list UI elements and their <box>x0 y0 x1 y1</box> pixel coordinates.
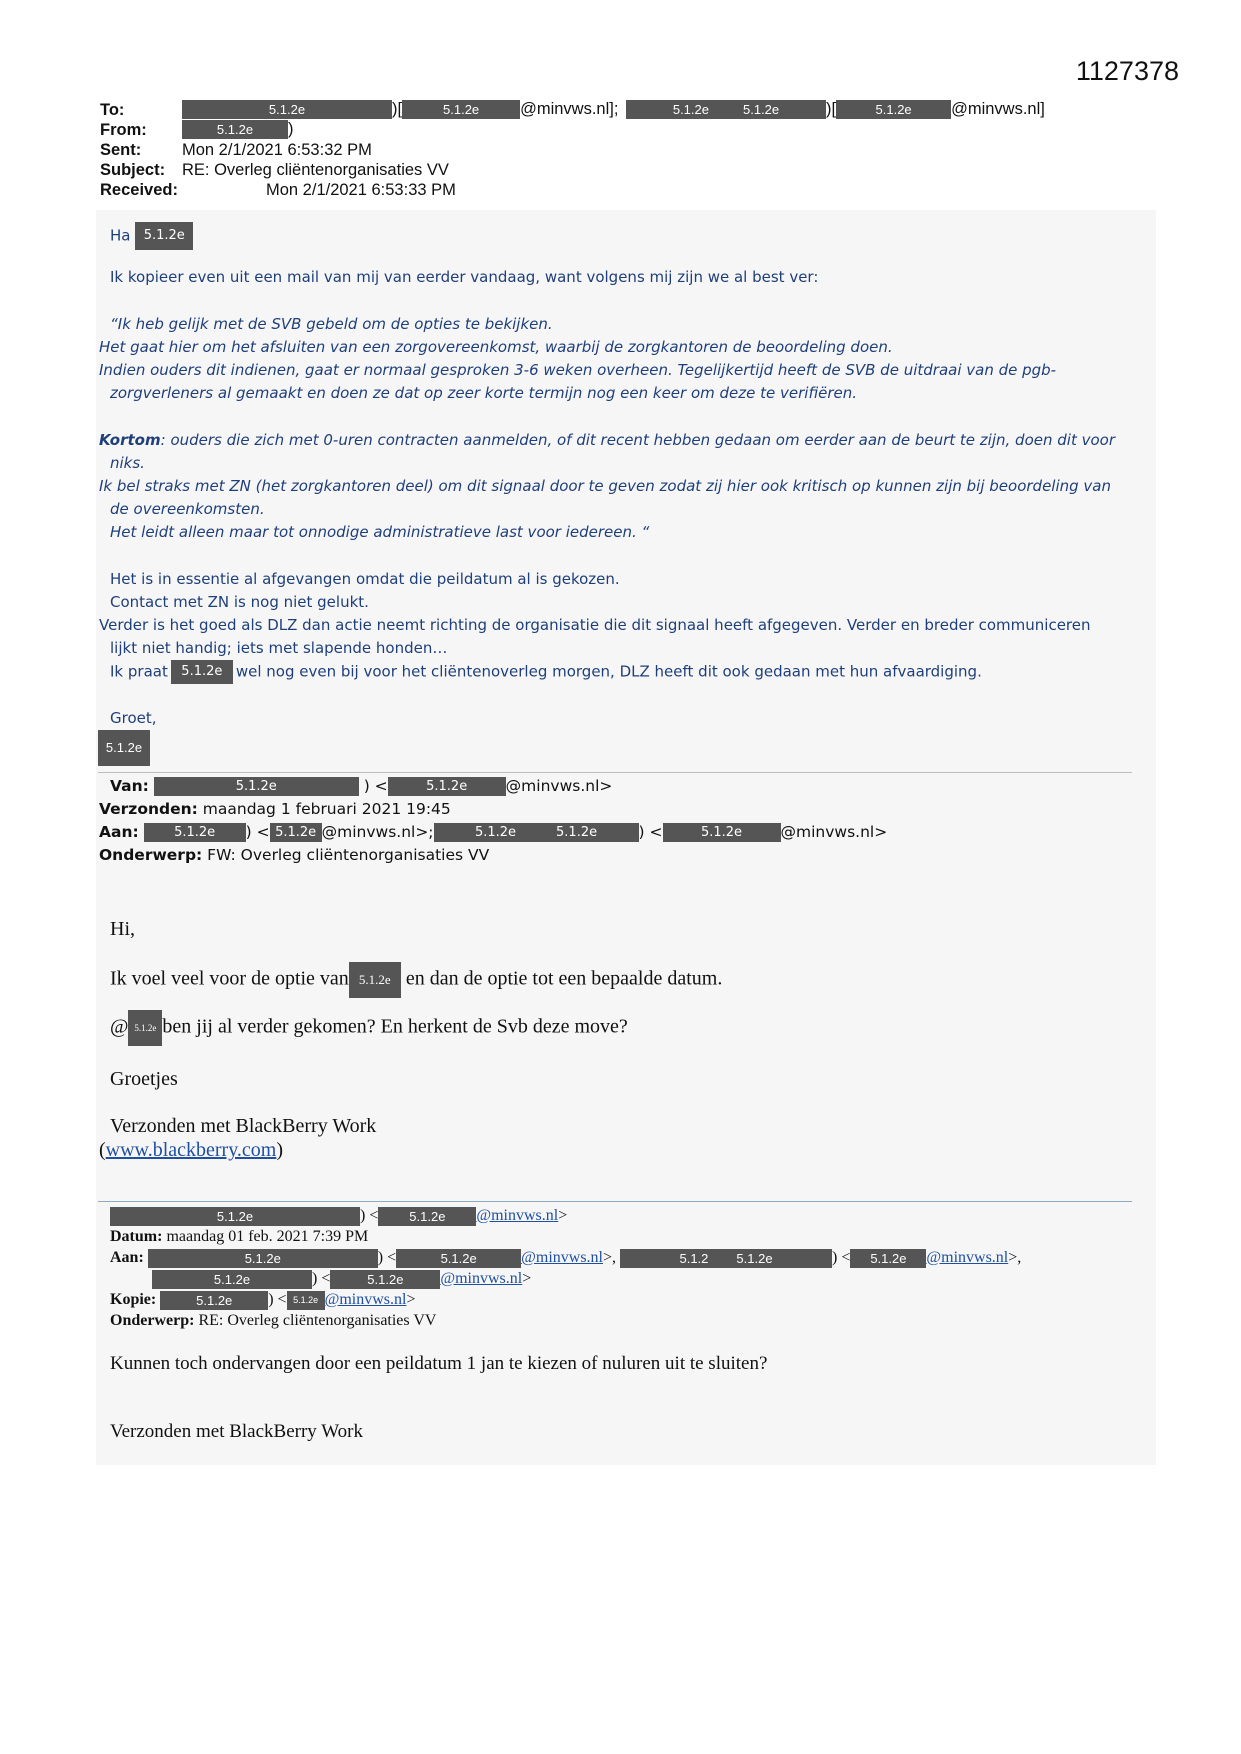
paragraph: lijkt niet handig; iets met slapende honden… <box>110 639 448 657</box>
email-link[interactable]: @minvws.nl <box>476 1207 559 1225</box>
to-value: 5.1.2e )[ 5.1.2e @minvws.nl]; <box>182 99 618 119</box>
body-line: Kunnen toch ondervangen door een peildatum 1 jan te kiezen of nuluren uit te sluiten? <box>110 1353 768 1374</box>
body-line: Ik voel veel voor de optie van 5.1.2e en dan de optie tot een bepaalde datum. <box>110 962 722 998</box>
groetjes: Groetjes <box>110 1068 178 1090</box>
redaction: 5.1.2e <box>287 1291 325 1310</box>
redaction: 5.1.2e <box>182 100 392 119</box>
received-label: Received: <box>100 181 178 199</box>
subject-value: RE: Overleg cliëntenorganisaties VV <box>182 161 449 179</box>
redaction: 5.1.2e <box>402 100 520 119</box>
redaction: 5.1.2e <box>171 660 233 684</box>
body-line: @ 5.1.2e ben jij al verder gekomen? En herkent de Svb deze move? <box>110 1010 628 1046</box>
redaction: 5.1.2 5.1.2e <box>620 1249 832 1268</box>
to-value-2: 5.1.2e 5.1.2e )[ 5.1.2e @minvws.nl] <box>626 99 1045 119</box>
from-line: 5.1.2e ) < 5.1.2e @minvws.nl> <box>110 1207 567 1226</box>
paragraph: Het is in essentie al afgevangen omdat die peildatum al is gekozen. <box>110 570 620 588</box>
sent-value: Mon 2/1/2021 6:53:32 PM <box>182 141 372 159</box>
redaction: 5.1.2e <box>128 1010 162 1046</box>
to-domain-2: @minvws.nl] <box>951 100 1045 118</box>
subject-label: Subject: <box>100 161 166 179</box>
quote-line: Indien ouders dit indienen, gaat er normaal gesproken 3-6 weken overheen. Tegelijkertijd heeft de SVB de uitdraai van de pgb- <box>99 361 1057 379</box>
signature-redaction: 5.1.2e <box>98 730 150 766</box>
zn-line: Ik bel straks met ZN (het zorgkantoren deel) om dit signaal door te geven zodat zij hier ook kritisch op kunnen zijn bij beoordeling van <box>99 477 1112 495</box>
email-link[interactable]: @minvws.nl <box>324 1291 407 1309</box>
redaction: 5.1.2e <box>182 120 288 139</box>
aan-line: Aan: 5.1.2e ) < 5.1.2e @minvws.nl>, 5.1.2 5.1.2e ) < 5.1.2e @minvws.nl>, <box>110 1249 1022 1267</box>
onderwerp-line: Onderwerp: FW: Overleg cliëntenorganisaties VV <box>99 846 490 864</box>
separator <box>98 1201 1132 1202</box>
email-link[interactable]: @minvws.nl <box>926 1249 1009 1267</box>
quote-line: Het gaat hier om het afsluiten van een zorgovereenkomst, waarbij de zorgkantoren de beoordeling doen. <box>99 338 893 356</box>
redaction: 5.1.2e <box>110 1207 360 1226</box>
aan-line: Aan: 5.1.2e ) < 5.1.2e @minvws.nl>; 5.1.2e 5.1.2e ) < 5.1.2e @minvws.nl> <box>99 823 888 841</box>
van-line: Van: 5.1.2e ) < 5.1.2e @minvws.nl> <box>110 777 613 795</box>
zn-line-2: de overeenkomsten. <box>110 500 265 518</box>
redaction: 5.1.2e <box>836 100 951 119</box>
document-number: 1127378 <box>1075 56 1179 86</box>
blackberry-link[interactable]: www.blackberry.com <box>105 1139 277 1161</box>
blackberry-url: (www.blackberry.com) <box>99 1139 284 1161</box>
datum-line: Datum: maandag 01 feb. 2021 7:39 PM <box>110 1228 369 1245</box>
kopie-line: Kopie: 5.1.2e ) < 5.1.2e @minvws.nl> <box>110 1291 416 1309</box>
to-domain-1: @minvws.nl]; <box>520 100 619 118</box>
quote-line: “Ik heb gelijk met de SVB gebeld om de opties te bekijken. <box>110 315 553 333</box>
sent-label: Sent: <box>100 141 142 159</box>
redaction: 5.1.2e <box>378 1207 476 1226</box>
redaction: 5.1.2e <box>135 222 193 250</box>
paragraph: Verder is het goed als DLZ dan actie neemt richting de organisatie die dit signaal heeft afgegeven. Verder en breder communiceren <box>99 616 1091 634</box>
to-label: To: <box>100 101 125 119</box>
redaction: 5.1.2e <box>663 823 781 842</box>
blackberry-signature: Verzonden met BlackBerry Work <box>110 1115 377 1137</box>
redaction: 5.1.2e <box>154 777 359 796</box>
redaction: 5.1.2e <box>144 823 246 842</box>
redaction: 5.1.2e <box>349 962 401 998</box>
paragraph: Contact met ZN is nog niet gelukt. <box>110 593 369 611</box>
redaction: 5.1.2e <box>160 1291 268 1310</box>
intro-text: Ik kopieer even uit een mail van mij van eerder vandaag, want volgens mij zijn we al best ver: <box>110 268 819 286</box>
kortom-line-2: niks. <box>110 454 145 472</box>
from-label: From: <box>100 121 147 139</box>
received-value: Mon 2/1/2021 6:53:33 PM <box>266 181 456 199</box>
separator <box>98 772 1132 773</box>
onderwerp-line: Onderwerp: RE: Overleg cliëntenorganisaties VV <box>110 1312 437 1329</box>
redaction: 5.1.2e <box>148 1249 378 1268</box>
redaction: 5.1.2e <box>850 1249 926 1268</box>
redaction: 5.1.2e <box>396 1249 521 1268</box>
redaction: 5.1.2e <box>270 823 322 842</box>
sign-off: Groet, <box>110 709 157 727</box>
kortom-line: Kortom: ouders die zich met 0-uren contracten aanmelden, of dit recent hebben gedaan om eerder aan de beurt te zijn, doen dit voor <box>99 431 1115 449</box>
last-quote: Het leidt alleen maar tot onnodige administratieve last voor iedereen. “ <box>110 523 650 541</box>
redaction: 5.1.2e <box>152 1270 312 1289</box>
email-link[interactable]: @minvws.nl <box>440 1270 523 1288</box>
aan-line-2: 5.1.2e ) < 5.1.2e @minvws.nl> <box>152 1270 531 1289</box>
redaction: 5.1.2e 5.1.2e <box>626 100 826 119</box>
blackberry-signature: Verzonden met BlackBerry Work <box>110 1421 363 1442</box>
from-value: 5.1.2e ) <box>182 119 294 139</box>
email-link[interactable]: @minvws.nl <box>521 1249 603 1267</box>
redaction: 5.1.2e <box>330 1270 440 1289</box>
redaction: 5.1.2e <box>388 777 506 796</box>
verzonden-line: Verzonden: maandag 1 februari 2021 19:45 <box>99 800 451 818</box>
quote-line: zorgverleners al gemaakt en doen ze dat op zeer korte termijn nog een keer om deze te verifiëren. <box>110 384 858 402</box>
greeting: Ha 5.1.2e <box>110 222 193 250</box>
paragraph: Ik praat 5.1.2e wel nog even bij voor het cliëntenoverleg morgen, DLZ heeft dit ook gedaan met hun afvaardiging. <box>110 660 982 684</box>
redaction: 5.1.2e 5.1.2e <box>434 823 639 842</box>
hi: Hi, <box>110 918 135 940</box>
